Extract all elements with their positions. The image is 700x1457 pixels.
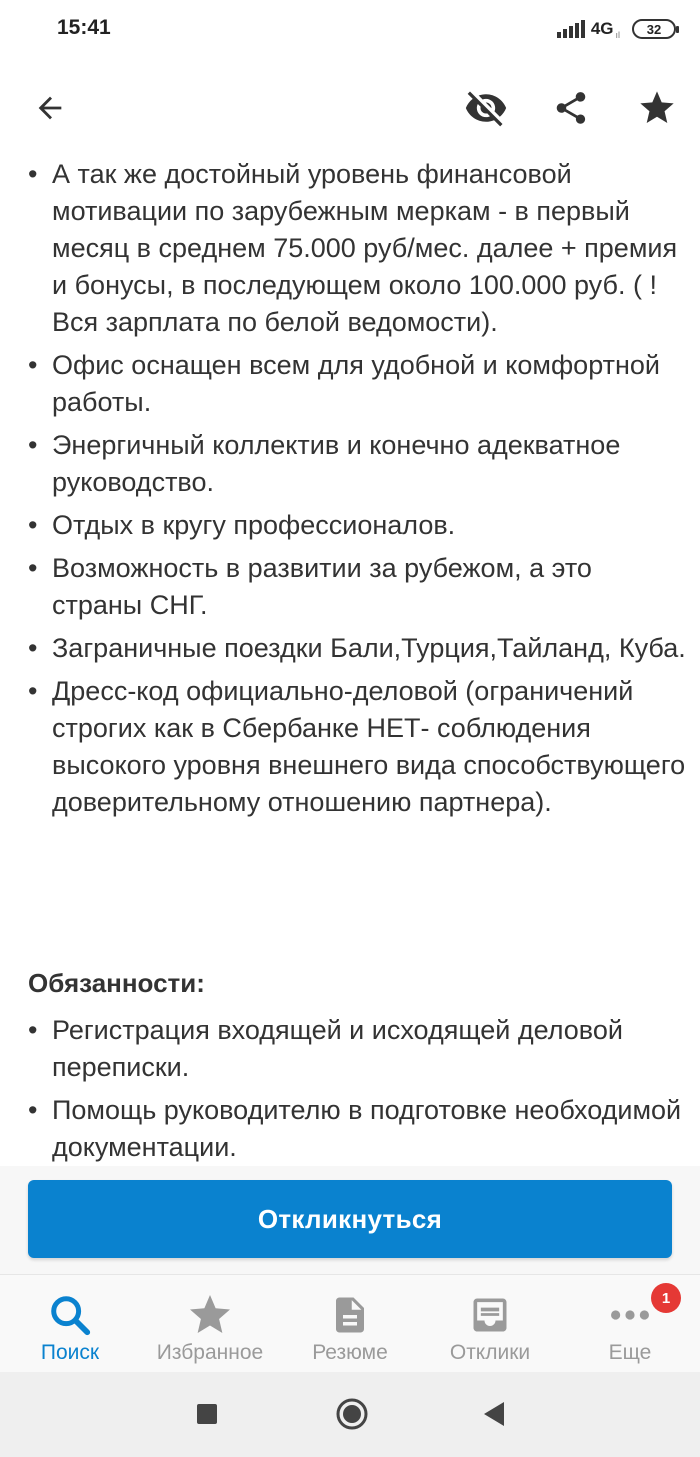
list-item: • Офис оснащен всем для удобной и комфортной работы. (28, 347, 688, 421)
battery-level: 32 (646, 21, 662, 37)
list-item: • Отдых в кругу профессионалов. (28, 507, 688, 544)
status-indicators (557, 16, 676, 42)
notification-badge: 1 (651, 1283, 681, 1313)
vacancy-description (0, 156, 700, 1166)
list-item: • Энергичный коллектив и конечно адекватное руководство. (28, 427, 688, 501)
back-button[interactable] (26, 84, 74, 132)
list-item: • Заграничные поездки Бали,Турция,Тайланд, Куба. (28, 630, 688, 667)
tab-label: Избранное (156, 1341, 264, 1364)
tab-favorites[interactable] (140, 1275, 280, 1373)
tab-resume[interactable] (280, 1275, 420, 1373)
tab-label: Поиск (40, 1341, 100, 1364)
tab-search[interactable] (0, 1275, 140, 1373)
tab-more[interactable] (560, 1275, 700, 1373)
eye-off-icon (464, 86, 508, 130)
search-icon (47, 1292, 93, 1338)
system-nav-bar (0, 1372, 700, 1457)
app-bar (0, 60, 700, 156)
tab-label: Еще (608, 1341, 652, 1364)
network-activity: ıl (615, 30, 620, 40)
more-icon (607, 1292, 653, 1338)
share-icon (552, 89, 590, 127)
action-panel (0, 1166, 700, 1274)
network-type: 4G (590, 19, 614, 38)
list-item: • Регистрация входящей и исходящей деловой переписки. (28, 1012, 688, 1086)
tab-responses[interactable] (420, 1275, 560, 1373)
status-time: 15:41 (57, 16, 111, 39)
battery-icon (632, 19, 676, 39)
square-icon (196, 1403, 218, 1425)
arrow-back-icon (33, 91, 67, 125)
favorite-button[interactable] (633, 84, 681, 132)
list-item: • Помощь руководителю в подготовке необходимой документации. (28, 1092, 688, 1166)
inbox-icon (468, 1293, 512, 1337)
back-nav-button[interactable] (474, 1394, 514, 1434)
star-icon (637, 88, 677, 128)
triangle-back-icon (482, 1401, 506, 1427)
benefits-list (28, 156, 688, 827)
tab-label: Резюме (312, 1341, 388, 1364)
signal-icon (557, 20, 585, 38)
hide-vacancy-button[interactable] (462, 84, 510, 132)
bottom-tab-bar (0, 1274, 700, 1372)
home-button[interactable] (332, 1394, 372, 1434)
star-icon (186, 1291, 234, 1339)
list-item: • Возможность в развитии за рубежом, а это страны СНГ. (28, 550, 688, 624)
duties-heading: Обязанности: (28, 968, 205, 998)
document-icon (329, 1294, 371, 1336)
list-item: • А так же достойный уровень финансовой мотивации по зарубежным меркам - в первый месяц в среднем 75.000 руб/мес. далее + премия и бонусы, в последующем около 100.000 руб. ( ! Вся зарплата по белой ведомости). (28, 156, 688, 341)
home-circle-icon (335, 1397, 369, 1431)
respond-button[interactable]: Откликнуться (28, 1180, 672, 1258)
duties-list (28, 1012, 688, 1166)
status-bar (0, 0, 700, 60)
tab-label: Отклики (449, 1341, 531, 1364)
share-button[interactable] (547, 84, 595, 132)
list-item: • Дресс-код официально-деловой (ограничений строгих как в Сбербанке НЕТ- соблюдения высокого уровня внешнего вида способствующего доверительному отношению партнера). (28, 673, 688, 821)
recents-button[interactable] (187, 1394, 227, 1434)
